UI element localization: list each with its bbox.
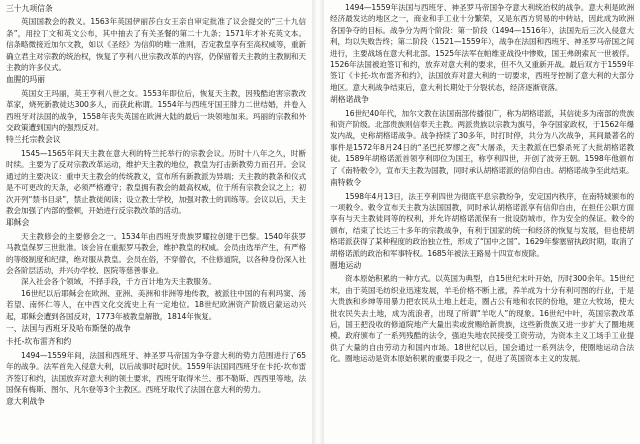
body-paragraph: 1598年4月13日，法王亨利四世为彻底平息宗教纷争，安定国内秩序，在南特城颁布的一项敕令。敕令宣布天主教为法国国教，同时承认胡格诺派享有信仰自由，在担任公职方面享有与天主教徒同等的权利，并允许胡格诺派保有一批设防城市，作为安全的保证。敕令的颁布，结束了长达三十多年的宗教战争，有利于国家的统一和经济的恢复与发展，但也使胡格诺派获得了某种程度的政治独立性，形成了“国中之国”。1629年黎塞留执政时期，取消了胡格诺派的政治和军事特权。1685年被法王路易十四宣布废除。 bbox=[330, 191, 634, 258]
body-paragraph: 英国国教会的教义。1563年英国伊丽莎白女王亲自审定批准了议会提交的“三十九信条”，用拉丁文和英文公布，其中抽去了有关圣餐的第二十九条；1571年才补充英文本。信条略微接近加尔文教，如以《圣经》为信仰的唯一准则，否定教皇享有至高权威等，重新确立君主对宗教的统治权，恢复了亨利八世宗教改革的内容，仍保留着天主教的主教制和天主教的许多仪式。 bbox=[6, 17, 306, 73]
body-paragraph: 资本原始积累的一种方式。以英国为典型，自15世纪末叶开始，历时300余年。15世纪末，由于英国毛纺织业迅速发展，羊毛价格不断上涨，养羊成为十分有利可图的行业，于是大贵族和乡绅等用暴力把农民从土地上赶走，圈占公有地和农民的份地，建立大牧场，使大批农民失去土地，成为流浪者，出现了所谓“羊吃人”的现象。16世纪中叶，英国宗教改革后，国王把没收的修道院地产大量出卖或赏赐给新贵族，这些新贵族又进一步扩大了圈地规模。政府颁布了一系列残酷的法令，强迫失地农民接受工资劳动，为资本主义工场手工业提供了大量的自由劳动力和国内市场。18世纪以后，国会通过一系列法令，使圈地运动合法化。圈地运动是资本原始积累的重要手段之一，促进了英国资本主义的发展。 bbox=[330, 274, 634, 364]
left-page-content bbox=[0, 0, 312, 409]
body-paragraph: 16世纪40年代，加尔文教在法国南部传播很广，称为胡格诺派，其信徒多为南部的贵族和资产阶级。北部贵族则信奉天主教。两派贵族以宗教为旗号，争夺国家政权，于1562年爆发内战，史称胡格诺战争。战争持续了30多年，时打时停，共分为八次战争，其间最著名的事件是1572年8月24日的“圣巴托罗缪之夜”大屠杀，天主教派在巴黎杀死了大批胡格诺教徒。1589年胡格诺派首领亨利即位为国王，称亨利四世，开创了波旁王朝。1598年他颁布了《南特敕令》，宣布天主教为国教，同时承认胡格诺派的信仰自由。胡格诺战争至此结束。 bbox=[330, 108, 634, 175]
section-heading: 卡托-坎布雷齐和约 bbox=[6, 337, 72, 347]
body-paragraph: 1494—1559年间，法国和西班牙、神圣罗马帝国为争夺意大利的势力范围进行了65年的战争。法军首先入侵意大利，以后战事时起时伏。1559年法国同西班牙在卡托-坎布雷齐签订和约，法国放弃对意大利的领土要求，西班牙取得米兰、那不勒斯、西西里等地，法国保有梅斯、图尔、凡尔登等3个主教区。西班牙取代了法国在意大利的势力。 bbox=[6, 350, 306, 394]
section-heading: 血腥的玛丽 bbox=[6, 75, 45, 85]
section-heading: 一、法国与西班牙及哈布斯堡的战争 bbox=[6, 323, 131, 333]
body-paragraph: 英国女王玛丽，英王亨利八世之女。1553年即位后，恢复天主教，因残酷迫害宗教改革家，烧死新教徒达300多人，而获此称谓。1554年与西班牙国王腓力二世结婚，并卷入西班牙对法国的战争，1558年丧失英国在欧洲大陆的最后一块领地加来。玛丽的宗教和外交政策遭到国内的强烈反对。 bbox=[6, 88, 306, 133]
section-heading: 三十九项信条 bbox=[6, 4, 53, 13]
section-heading: 圈地运动 bbox=[330, 260, 362, 270]
body-paragraph: 1494—1559年法国与西班牙、神圣罗马帝国争夺意大利统治权的战争。意大利是欧洲经济最发达的地区之一，商业和手工业十分繁荣，又是东西方贸易的中转站，因此成为欧洲各国争夺的目标。战争分为两个阶段：第一阶段（1494—1516年），法国先后三次入侵意大利，均以失败告终；第二阶段（1521—1559年），战争在法国和西班牙、神圣罗马帝国之间进行，主要战场在意大利北部。1525年法军在帕维亚战役中惨败，国王弗朗索瓦一世被俘。1526年法国被迫签订和约，放弃对意大利的要求，但不久又重新开战。最后双方于1559年签订《卡托-坎布雷齐和约》，法国放弃对意大利的一切要求，西班牙控制了意大利的大部分地区。意大利战争结束后，意大利长期处于分裂状态，经济逐渐衰落。 bbox=[330, 3, 634, 92]
right-page-content bbox=[324, 0, 640, 365]
section-heading: 耶稣会 bbox=[6, 218, 30, 228]
body-paragraph: 1545—1565年间天主教在意大利的特兰托举行的宗教会议。历时十八年之久，时断时续。主要为了反对宗教改革运动，维护天主教的地位，教皇为打击新教势力而召开。会议通过的主要决议：重申天主教会的传统教义，宣布所有新教派为异端；天主教的教条和仪式是不可更改的天条，必须严格遵守；教皇拥有教会的最高权威，位于所有宗教会议之上；初次开列“禁书目录”，禁止教徒阅读；设立教士学校，加强对教士的训练等。会议以后，天主教会加强了内部的整顿，开始进行反宗教改革的活动。 bbox=[6, 148, 306, 215]
section-heading: 特兰托宗教会议 bbox=[6, 135, 61, 145]
body-paragraph: 16世纪以后耶稣会在欧洲、亚洲、美洲和非洲等地传教，被派往中国的有利玛窦、汤若望、南怀仁等人，在中西文化交流史上有一定地位。18世纪欧洲资产阶级启蒙运动兴起，耶稣会遭到各国反对，1773年被教皇解散，1814年恢复。 bbox=[6, 288, 306, 321]
section-heading: 胡格诺战争 bbox=[330, 95, 369, 105]
right-page bbox=[324, 0, 640, 444]
left-page bbox=[0, 0, 312, 444]
section-heading: 南特敕令 bbox=[330, 178, 362, 188]
book-gutter bbox=[312, 0, 324, 444]
body-paragraph: 天主教修会的主要修会之一。1534年由西班牙贵族罗耀拉创建于巴黎。1540年获罗马教皇保罗三世批准。该会旨在重振罗马教会，维护教皇的权威。会员由选举产生，有严格的等级制度和纪律，绝对服从教皇。会员在俗，不穿僧衣，不住修道院，以各种身份深入社会各阶层活动，并兴办学校、医院等慈善事业。 bbox=[6, 231, 306, 275]
section-heading: 意大利战争 bbox=[6, 397, 45, 407]
body-paragraph: 深入社会各个领域，不择手段，千方百计地为天主教服务。 bbox=[21, 277, 216, 287]
